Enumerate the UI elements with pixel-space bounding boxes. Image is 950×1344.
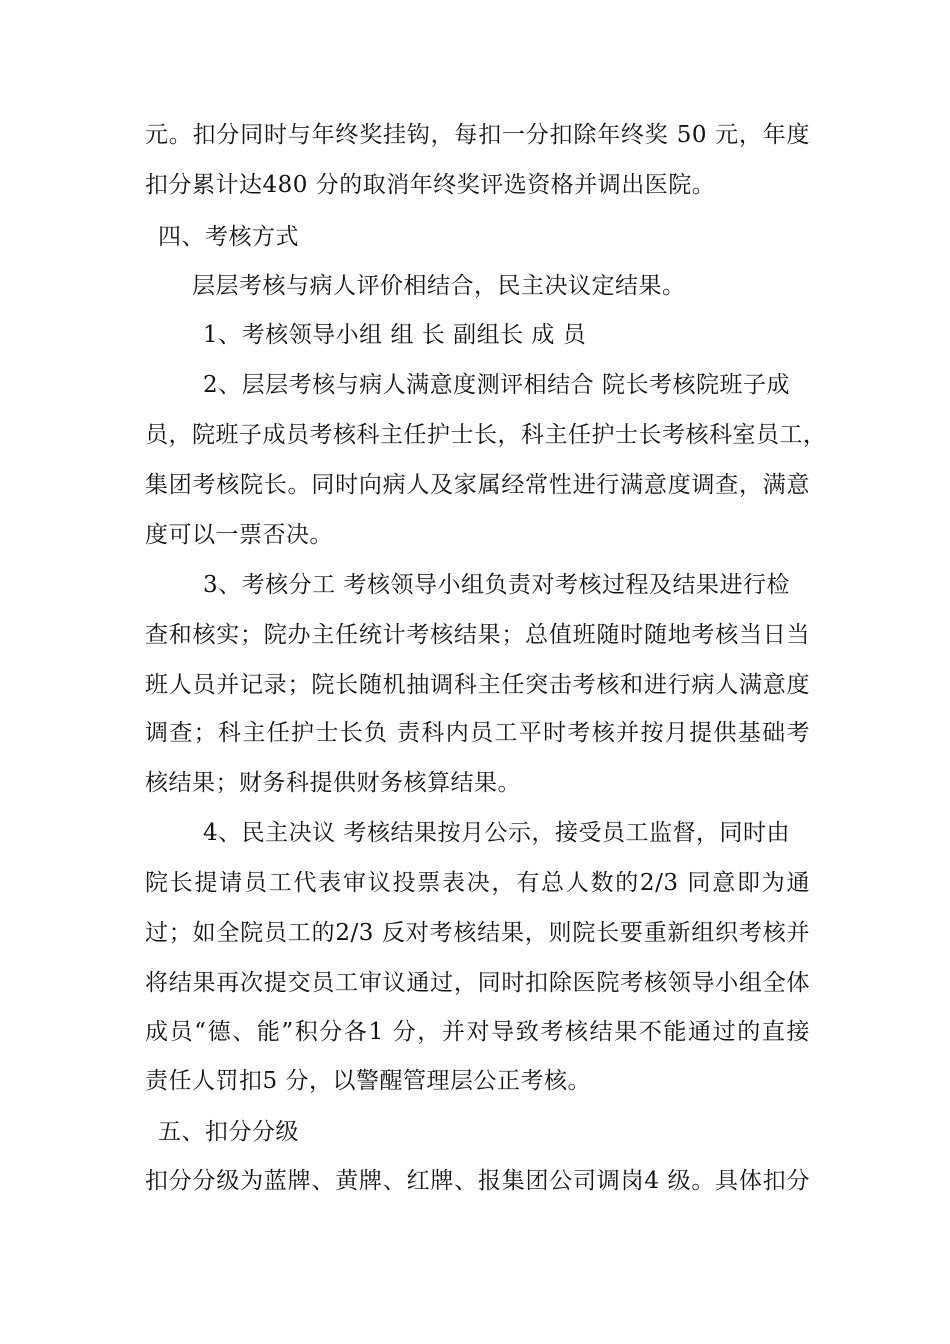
list-item: 2、层层考核与病人满意度测评相结合 院长考核院班子成: [203, 372, 790, 398]
text-line: 责任人罚扣5 分，以警醒管理层公正考核。: [145, 1068, 591, 1094]
section-heading: 四、考核方式: [158, 224, 299, 250]
text-line: 成员“德、能”积分各1 分，并对导致考核结果不能通过的直接: [145, 1019, 810, 1045]
list-item: 3、考核分工 考核领导小组负责对考核过程及结果进行检: [203, 572, 790, 598]
list-item: 4、民主决议 考核结果按月公示，接受员工监督，同时由: [203, 820, 790, 846]
text-line: 调查；科主任护士长负 责科内员工平时考核并按月提供基础考: [145, 720, 810, 746]
text-line: 核结果；财务科提供财务核算结果。: [145, 770, 521, 796]
text-line: 扣分分级为蓝牌、黄牌、红牌、报集团公司调岗4 级。具体扣分: [145, 1168, 810, 1194]
section-heading: 五、扣分分级: [158, 1119, 299, 1145]
text-line: 将结果再次提交员工审议通过，同时扣除医院考核领导小组全体: [145, 970, 810, 996]
text-line: 层层考核与病人评价相结合，民主决议定结果。: [192, 273, 686, 299]
list-item: 1、考核领导小组 组 长 副组长 成 员: [203, 322, 587, 348]
text-line: 元。扣分同时与年终奖挂钩，每扣一分扣除年终奖 50 元，年度: [145, 122, 810, 148]
text-line: 员，院班子成员考核科主任护士长，科主任护士长考核科室员工，: [145, 422, 827, 448]
text-line: 班人员并记录；院长随机抽调科主任突击考核和进行病人满意度: [145, 672, 810, 698]
text-line: 过；如全院员工的2/3 反对考核结果，则院长要重新组织考核并: [145, 920, 810, 946]
text-line: 查和核实；院办主任统计考核结果；总值班随时随地考核当日当: [145, 622, 810, 648]
text-line: 院长提请员工代表审议投票表决，有总人数的2/3 同意即为通: [145, 870, 810, 896]
text-line: 集团考核院长。同时向病人及家属经常性进行满意度调查，满意: [145, 472, 810, 498]
text-line: 度可以一票否决。: [145, 522, 333, 548]
text-line: 扣分累计达480 分的取消年终奖评选资格并调出医院。: [145, 172, 716, 198]
